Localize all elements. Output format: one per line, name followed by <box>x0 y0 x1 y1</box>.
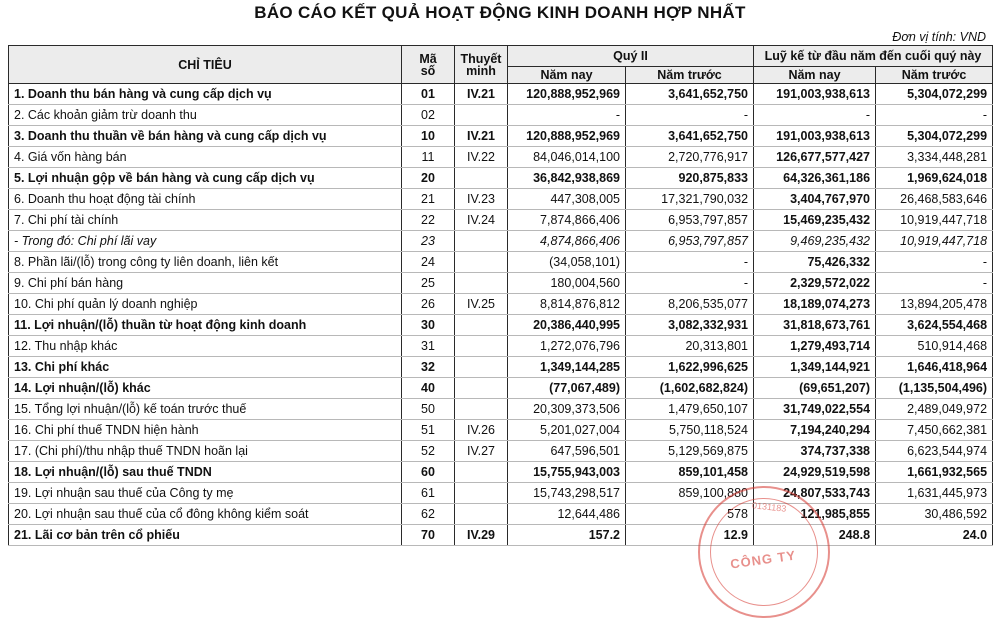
table-row <box>9 84 993 105</box>
cell-thuyet-minh <box>455 273 508 294</box>
cell-luy-ke-nam-truoc: 5,304,072,299 <box>876 126 993 147</box>
table-row <box>9 294 993 315</box>
cell-luy-ke-nam-nay: 31,818,673,761 <box>754 315 876 336</box>
cell-luy-ke-nam-nay: 24,807,533,743 <box>754 483 876 504</box>
header-quy-nam-truoc: Năm trước <box>626 67 754 84</box>
cell-luy-ke-nam-nay: 248.8 <box>754 525 876 546</box>
cell-quy-nam-truoc: - <box>626 252 754 273</box>
table-row <box>9 378 993 399</box>
header-luy-ke-nam-truoc: Năm trước <box>876 67 993 84</box>
header-chi-tieu: CHỈ TIÊU <box>9 46 402 84</box>
cell-quy-nam-truoc: 1,622,996,625 <box>626 357 754 378</box>
cell-quy-nam-nay: 1,349,144,285 <box>508 357 626 378</box>
cell-quy-nam-nay: 5,201,027,004 <box>508 420 626 441</box>
cell-ma-so: 02 <box>402 105 455 126</box>
cell-quy-nam-truoc: 12.9 <box>626 525 754 546</box>
cell-chi-tieu: 21. Lãi cơ bản trên cổ phiếu <box>9 525 402 546</box>
cell-quy-nam-nay: 15,755,943,003 <box>508 462 626 483</box>
cell-ma-so: 11 <box>402 147 455 168</box>
income-statement-table <box>8 45 993 546</box>
cell-chi-tieu: 13. Chi phí khác <box>9 357 402 378</box>
cell-chi-tieu: 6. Doanh thu hoạt động tài chính <box>9 189 402 210</box>
cell-quy-nam-truoc: - <box>626 105 754 126</box>
cell-thuyet-minh <box>455 357 508 378</box>
cell-quy-nam-truoc: 5,129,569,875 <box>626 441 754 462</box>
cell-luy-ke-nam-nay: (69,651,207) <box>754 378 876 399</box>
cell-luy-ke-nam-truoc: - <box>876 252 993 273</box>
cell-quy-nam-nay: 647,596,501 <box>508 441 626 462</box>
cell-ma-so: 01 <box>402 84 455 105</box>
cell-luy-ke-nam-nay: 7,194,240,294 <box>754 420 876 441</box>
header-quy: Quý II <box>508 46 754 67</box>
table-row <box>9 210 993 231</box>
cell-luy-ke-nam-nay: 1,349,144,921 <box>754 357 876 378</box>
cell-luy-ke-nam-nay: 191,003,938,613 <box>754 84 876 105</box>
cell-thuyet-minh: IV.23 <box>455 189 508 210</box>
cell-quy-nam-truoc: 5,750,118,524 <box>626 420 754 441</box>
table-row <box>9 399 993 420</box>
cell-chi-tieu: 20. Lợi nhuận sau thuế của cổ đông không kiểm soát <box>9 504 402 525</box>
cell-chi-tieu: 8. Phần lãi/(lỗ) trong công ty liên doanh, liên kết <box>9 252 402 273</box>
cell-quy-nam-truoc: 1,479,650,107 <box>626 399 754 420</box>
table-row <box>9 315 993 336</box>
cell-quy-nam-truoc: 3,641,652,750 <box>626 84 754 105</box>
cell-luy-ke-nam-truoc: - <box>876 273 993 294</box>
cell-quy-nam-truoc: 920,875,833 <box>626 168 754 189</box>
cell-quy-nam-truoc: - <box>626 273 754 294</box>
cell-thuyet-minh <box>455 252 508 273</box>
cell-luy-ke-nam-nay: 191,003,938,613 <box>754 126 876 147</box>
report-title: BÁO CÁO KẾT QUẢ HOẠT ĐỘNG KINH DOANH HỢP NHẤT <box>254 3 746 22</box>
table-row <box>9 483 993 504</box>
cell-quy-nam-truoc: 8,206,535,077 <box>626 294 754 315</box>
cell-ma-so: 52 <box>402 441 455 462</box>
cell-quy-nam-truoc: 3,641,652,750 <box>626 126 754 147</box>
cell-quy-nam-nay: 180,004,560 <box>508 273 626 294</box>
cell-thuyet-minh: IV.21 <box>455 126 508 147</box>
cell-quy-nam-nay: 36,842,938,869 <box>508 168 626 189</box>
cell-luy-ke-nam-nay: 1,279,493,714 <box>754 336 876 357</box>
cell-quy-nam-truoc: (1,602,682,824) <box>626 378 754 399</box>
cell-luy-ke-nam-truoc: 1,969,624,018 <box>876 168 993 189</box>
table-row <box>9 252 993 273</box>
cell-ma-so: 62 <box>402 504 455 525</box>
cell-luy-ke-nam-truoc: 6,623,544,974 <box>876 441 993 462</box>
cell-luy-ke-nam-nay: 126,677,577,427 <box>754 147 876 168</box>
currency-unit: Đơn vị tính: VND <box>892 30 986 44</box>
seal-text: CÔNG TY <box>729 547 797 572</box>
cell-luy-ke-nam-nay: 9,469,235,432 <box>754 231 876 252</box>
cell-chi-tieu: 11. Lợi nhuận/(lỗ) thuần từ hoạt động kinh doanh <box>9 315 402 336</box>
cell-quy-nam-nay: 8,814,876,812 <box>508 294 626 315</box>
cell-chi-tieu: 14. Lợi nhuận/(lỗ) khác <box>9 378 402 399</box>
cell-luy-ke-nam-nay: 374,737,338 <box>754 441 876 462</box>
cell-thuyet-minh: IV.27 <box>455 441 508 462</box>
cell-quy-nam-truoc: 3,082,332,931 <box>626 315 754 336</box>
cell-quy-nam-truoc: 859,101,458 <box>626 462 754 483</box>
table-row <box>9 357 993 378</box>
cell-quy-nam-truoc: 859,100,880 <box>626 483 754 504</box>
cell-thuyet-minh <box>455 399 508 420</box>
cell-luy-ke-nam-nay: 64,326,361,186 <box>754 168 876 189</box>
cell-luy-ke-nam-nay: 15,469,235,432 <box>754 210 876 231</box>
cell-thuyet-minh: IV.29 <box>455 525 508 546</box>
cell-ma-so: 20 <box>402 168 455 189</box>
cell-quy-nam-nay: 1,272,076,796 <box>508 336 626 357</box>
table-row <box>9 525 993 546</box>
cell-chi-tieu: 7. Chi phí tài chính <box>9 210 402 231</box>
cell-quy-nam-truoc: 6,953,797,857 <box>626 231 754 252</box>
cell-chi-tieu: 19. Lợi nhuận sau thuế của Công ty mẹ <box>9 483 402 504</box>
cell-quy-nam-nay: 4,874,866,406 <box>508 231 626 252</box>
cell-ma-so: 25 <box>402 273 455 294</box>
cell-ma-so: 70 <box>402 525 455 546</box>
cell-luy-ke-nam-nay: 3,404,767,970 <box>754 189 876 210</box>
cell-chi-tieu: 1. Doanh thu bán hàng và cung cấp dịch vụ <box>9 84 402 105</box>
cell-chi-tieu: - Trong đó: Chi phí lãi vay <box>9 231 402 252</box>
cell-thuyet-minh <box>455 462 508 483</box>
cell-luy-ke-nam-truoc: (1,135,504,496) <box>876 378 993 399</box>
cell-ma-so: 31 <box>402 336 455 357</box>
cell-quy-nam-truoc: 20,313,801 <box>626 336 754 357</box>
cell-thuyet-minh <box>455 105 508 126</box>
cell-luy-ke-nam-truoc: 10,919,447,718 <box>876 210 993 231</box>
cell-thuyet-minh <box>455 315 508 336</box>
table-row <box>9 336 993 357</box>
header-luy-ke: Luỹ kế từ đầu năm đến cuối quý này <box>754 46 993 67</box>
cell-ma-so: 32 <box>402 357 455 378</box>
cell-ma-so: 10 <box>402 126 455 147</box>
cell-luy-ke-nam-truoc: 510,914,468 <box>876 336 993 357</box>
cell-thuyet-minh <box>455 504 508 525</box>
table-row <box>9 105 993 126</box>
cell-chi-tieu: 10. Chi phí quản lý doanh nghiệp <box>9 294 402 315</box>
cell-thuyet-minh: IV.25 <box>455 294 508 315</box>
seal-number: 0131183 <box>751 500 787 514</box>
cell-luy-ke-nam-truoc: 26,468,583,646 <box>876 189 993 210</box>
cell-luy-ke-nam-truoc: 3,334,448,281 <box>876 147 993 168</box>
cell-thuyet-minh <box>455 231 508 252</box>
cell-chi-tieu: 2. Các khoản giảm trừ doanh thu <box>9 105 402 126</box>
cell-ma-so: 61 <box>402 483 455 504</box>
cell-luy-ke-nam-nay: 18,189,074,273 <box>754 294 876 315</box>
cell-quy-nam-truoc: 6,953,797,857 <box>626 210 754 231</box>
header-thuyet-minh-line2: minh <box>466 63 496 78</box>
cell-quy-nam-nay: 447,308,005 <box>508 189 626 210</box>
header-ma-so <box>402 46 455 84</box>
cell-luy-ke-nam-truoc: 3,624,554,468 <box>876 315 993 336</box>
cell-chi-tieu: 17. (Chi phí)/thu nhập thuế TNDN hoãn lại <box>9 441 402 462</box>
header-quy-nam-nay: Năm nay <box>508 67 626 84</box>
cell-quy-nam-nay: 15,743,298,517 <box>508 483 626 504</box>
table-row <box>9 462 993 483</box>
header-ma-so-line1: Mã <box>419 51 437 66</box>
table-row <box>9 168 993 189</box>
cell-quy-nam-nay: 157.2 <box>508 525 626 546</box>
cell-chi-tieu: 12. Thu nhập khác <box>9 336 402 357</box>
cell-quy-nam-nay: (77,067,489) <box>508 378 626 399</box>
cell-ma-so: 51 <box>402 420 455 441</box>
cell-luy-ke-nam-nay: 24,929,519,598 <box>754 462 876 483</box>
cell-quy-nam-nay: 84,046,014,100 <box>508 147 626 168</box>
cell-ma-so: 21 <box>402 189 455 210</box>
cell-quy-nam-nay: - <box>508 105 626 126</box>
cell-quy-nam-nay: 120,888,952,969 <box>508 84 626 105</box>
cell-thuyet-minh <box>455 336 508 357</box>
cell-thuyet-minh <box>455 483 508 504</box>
table-row <box>9 189 993 210</box>
cell-luy-ke-nam-nay: 31,749,022,554 <box>754 399 876 420</box>
cell-luy-ke-nam-nay: 75,426,332 <box>754 252 876 273</box>
cell-quy-nam-nay: 7,874,866,406 <box>508 210 626 231</box>
cell-ma-so: 22 <box>402 210 455 231</box>
table-row <box>9 147 993 168</box>
cell-luy-ke-nam-truoc: 1,646,418,964 <box>876 357 993 378</box>
cell-luy-ke-nam-nay: 2,329,572,022 <box>754 273 876 294</box>
cell-luy-ke-nam-truoc: 1,661,932,565 <box>876 462 993 483</box>
cell-thuyet-minh <box>455 168 508 189</box>
cell-chi-tieu: 4. Giá vốn hàng bán <box>9 147 402 168</box>
table-row <box>9 231 993 252</box>
cell-luy-ke-nam-truoc: 2,489,049,972 <box>876 399 993 420</box>
cell-thuyet-minh: IV.21 <box>455 84 508 105</box>
table-row <box>9 441 993 462</box>
cell-quy-nam-truoc: 2,720,776,917 <box>626 147 754 168</box>
cell-luy-ke-nam-nay: - <box>754 105 876 126</box>
cell-chi-tieu: 18. Lợi nhuận/(lỗ) sau thuế TNDN <box>9 462 402 483</box>
cell-ma-so: 40 <box>402 378 455 399</box>
cell-luy-ke-nam-truoc: 1,631,445,973 <box>876 483 993 504</box>
cell-luy-ke-nam-truoc: - <box>876 105 993 126</box>
cell-thuyet-minh: IV.24 <box>455 210 508 231</box>
cell-quy-nam-nay: 120,888,952,969 <box>508 126 626 147</box>
cell-luy-ke-nam-nay: 121,985,855 <box>754 504 876 525</box>
cell-ma-so: 50 <box>402 399 455 420</box>
cell-luy-ke-nam-truoc: 10,919,447,718 <box>876 231 993 252</box>
cell-chi-tieu: 16. Chi phí thuế TNDN hiện hành <box>9 420 402 441</box>
cell-thuyet-minh <box>455 378 508 399</box>
cell-ma-so: 26 <box>402 294 455 315</box>
cell-chi-tieu: 9. Chi phí bán hàng <box>9 273 402 294</box>
cell-luy-ke-nam-truoc: 13,894,205,478 <box>876 294 993 315</box>
header-thuyet-minh <box>455 46 508 84</box>
header-thuyet-minh-line1: Thuyết <box>460 51 502 66</box>
table-row <box>9 420 993 441</box>
cell-ma-so: 23 <box>402 231 455 252</box>
table-row <box>9 504 993 525</box>
table-row <box>9 126 993 147</box>
cell-luy-ke-nam-truoc: 24.0 <box>876 525 993 546</box>
header-luy-ke-nam-nay: Năm nay <box>754 67 876 84</box>
cell-ma-so: 30 <box>402 315 455 336</box>
header-ma-so-line2: số <box>420 63 436 78</box>
cell-thuyet-minh: IV.26 <box>455 420 508 441</box>
cell-luy-ke-nam-truoc: 30,486,592 <box>876 504 993 525</box>
cell-quy-nam-truoc: 578 <box>626 504 754 525</box>
cell-chi-tieu: 5. Lợi nhuận gộp về bán hàng và cung cấp dịch vụ <box>9 168 402 189</box>
cell-chi-tieu: 15. Tổng lợi nhuận/(lỗ) kế toán trước thuế <box>9 399 402 420</box>
cell-quy-nam-nay: (34,058,101) <box>508 252 626 273</box>
cell-ma-so: 60 <box>402 462 455 483</box>
cell-ma-so: 24 <box>402 252 455 273</box>
cell-luy-ke-nam-truoc: 5,304,072,299 <box>876 84 993 105</box>
table-row <box>9 273 993 294</box>
cell-quy-nam-nay: 12,644,486 <box>508 504 626 525</box>
cell-quy-nam-truoc: 17,321,790,032 <box>626 189 754 210</box>
cell-thuyet-minh: IV.22 <box>455 147 508 168</box>
cell-luy-ke-nam-truoc: 7,450,662,381 <box>876 420 993 441</box>
cell-quy-nam-nay: 20,309,373,506 <box>508 399 626 420</box>
cell-quy-nam-nay: 20,386,440,995 <box>508 315 626 336</box>
cell-chi-tieu: 3. Doanh thu thuần về bán hàng và cung cấp dịch vụ <box>9 126 402 147</box>
